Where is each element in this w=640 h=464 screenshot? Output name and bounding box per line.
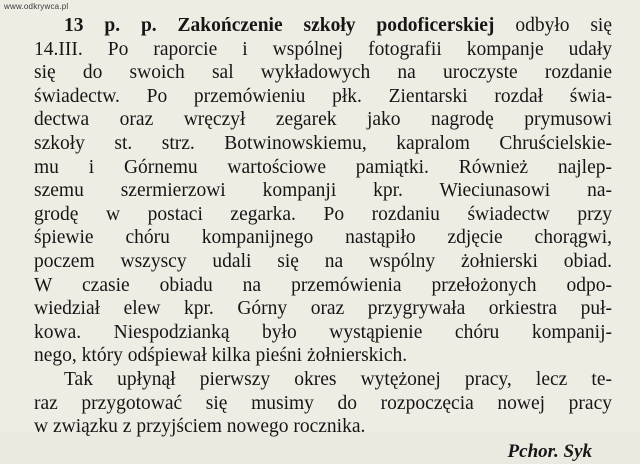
- paragraph1-line: poczem wszyscy udali się na wspólny żołnierski obiad.: [34, 250, 612, 272]
- paragraph2-line: raz przygotować się musimy do rozpoczęcia nowej pracy: [34, 392, 612, 414]
- first-line-rest: odbyło się: [515, 15, 613, 36]
- article-number: 13 p. p.: [64, 15, 157, 36]
- watermark: www.odkrywca.pl: [4, 2, 69, 11]
- paragraph1-line: szkoły st. strz. Botwinowskiemu, kapralom Chruścielskie-: [34, 132, 612, 154]
- paragraph1-line: dectwa oraz wręczył zegarek jako nagrodę prymusowi: [34, 109, 612, 131]
- paragraph1-line: śpiewie chóru kompanijnego nastąpiło zdjęcie chorągwi,: [34, 227, 612, 249]
- paragraph1-line: nego, który odśpiewał kilka pieśni żołnierskich.: [34, 345, 408, 367]
- paragraph1-line: 14.III. Po raporcie i wspólnej fotografii kompanje udały: [34, 38, 612, 60]
- article-headline: Zakończenie szkoły podoficerskiej: [177, 15, 495, 36]
- paragraph1-line: W czasie obiadu na przemówienia przełożonych odpo-: [34, 274, 612, 296]
- first-line: [34, 14, 612, 38]
- paragraph1-line: mu i Górnemu wartościowe pamiątki. Również najlep-: [34, 156, 612, 178]
- article: [34, 14, 612, 464]
- paragraph1-line: grodę w postaci zegarka. Po rozdaniu świadectw przy: [34, 203, 612, 225]
- paragraph1-line: świadectw. Po przemówieniu płk. Zientarski rozdał świa-: [34, 85, 612, 107]
- paragraph2-line: w związku z przyjściem nowego rocznika.: [34, 416, 366, 438]
- paragraph1-line: szemu szermierzowi kompanji kpr. Wieciunasowi na-: [34, 180, 612, 202]
- paragraph1-line: kowa. Niespodzianką było wystąpienie chóru kompanij-: [34, 321, 612, 343]
- signature: Pchor. Syk: [507, 440, 592, 462]
- paragraph2-line: Tak upłynął pierwszy okres wytężonej pracy, lecz te-: [64, 368, 612, 390]
- paragraph1-line: wiedział elew kpr. Górny oraz przygrywała orkiestra puł-: [34, 298, 612, 320]
- paragraph1-line: się do swoich sal wykładowych na uroczyste rozdanie: [34, 62, 612, 84]
